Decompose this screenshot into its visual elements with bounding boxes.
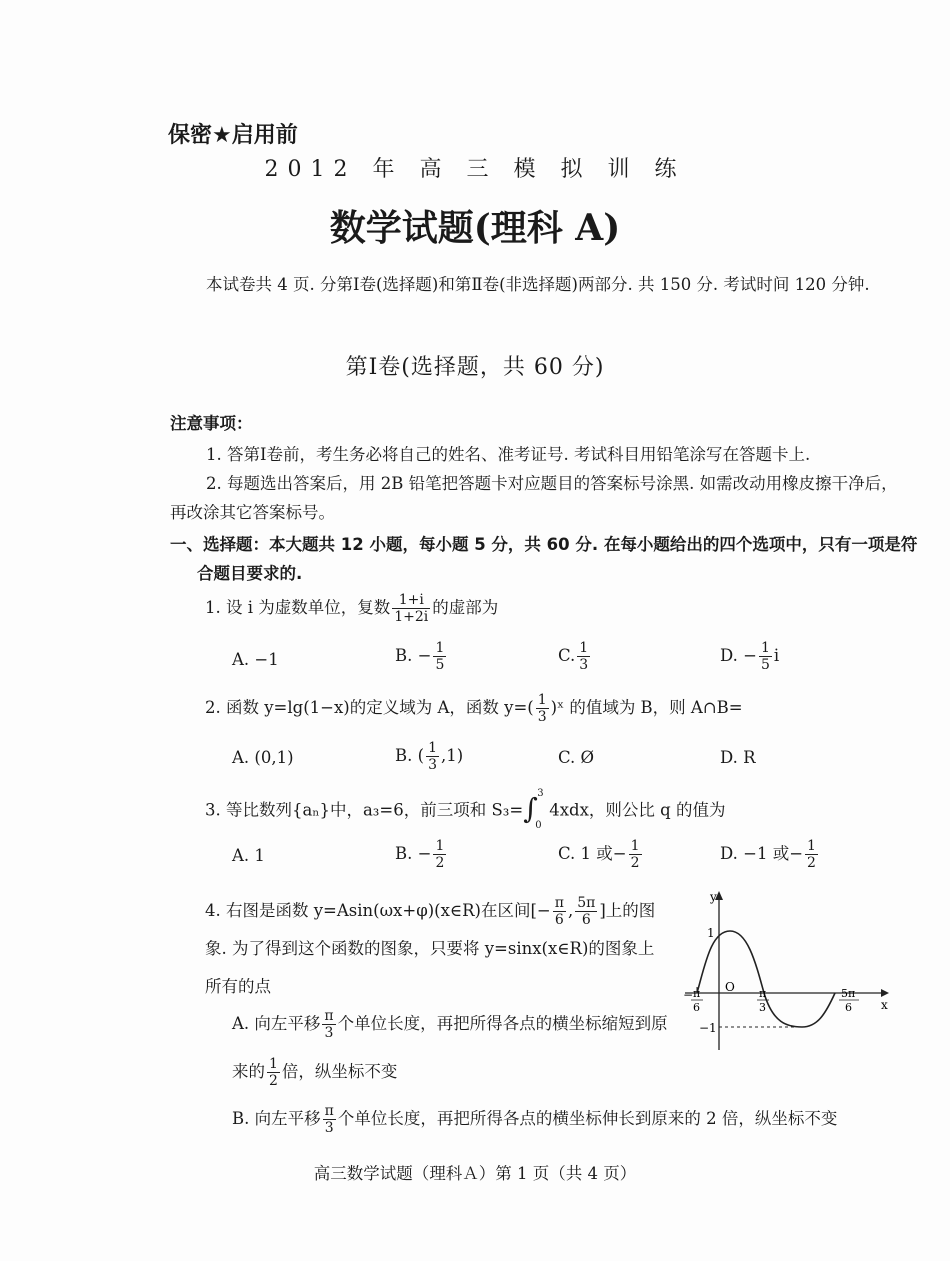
q2-frac-den: 3: [537, 709, 547, 725]
integral-glyph: ∫: [523, 792, 538, 825]
question-2-stem: [205, 692, 743, 725]
q1-c-frac: [577, 640, 590, 673]
q1-b-frac: [433, 640, 446, 673]
q2-option-d: D. R: [720, 748, 756, 767]
neg-sign: −: [683, 988, 694, 1002]
exam-title: 数学试题(理科 A): [329, 207, 621, 249]
q4-a-post: 倍，纵坐标不变: [281, 1062, 398, 1081]
q3-d-den: 2: [807, 855, 816, 871]
q4-b-num: π: [324, 1103, 334, 1119]
q2-b-post: ,1): [440, 746, 464, 765]
q1-stem-post: 的虚部为: [432, 598, 499, 617]
question-1-stem: [205, 592, 498, 625]
q3-stem-post: 4xdx，则公比 q 的值为: [549, 800, 726, 820]
x-neg-num: π: [693, 987, 701, 1000]
q4-b-post: 个单位长度，再把所得各点的横坐标伸长到原来的 2 倍，纵坐标不变: [337, 1109, 838, 1128]
q2-b-frac: [426, 740, 439, 773]
q2-option-b: [395, 740, 463, 773]
q4-frac-1: [553, 895, 566, 928]
q4-f2-den: 6: [581, 912, 591, 928]
q1-option-d: [720, 640, 779, 673]
q1-d-pre: D. −: [720, 646, 757, 665]
q4-frac-2: [575, 895, 597, 928]
q3-option-a: A. 1: [232, 846, 265, 865]
intro-paragraph: 本试卷共 4 页. 分第Ⅰ卷(选择题)和第Ⅱ卷(非选择题)两部分. 共 150 分. 考试时间 120 分钟.: [206, 275, 870, 294]
q2-option-c: C. Ø: [558, 748, 595, 767]
q4-a-num: π: [324, 1008, 334, 1024]
q1-c-num: 1: [579, 640, 589, 656]
confidential-label: 保密★启用前: [168, 123, 298, 148]
q2-fraction: [536, 692, 549, 725]
q2-stem-pre: 2. 函数 y=lg(1−x)的定义域为 A，函数 y=(: [205, 698, 534, 717]
origin-label: O: [725, 980, 735, 994]
y-min-label: −1: [699, 1021, 717, 1035]
x-mid-num: π: [759, 987, 767, 1000]
q3-b-num: 1: [435, 838, 445, 854]
q4-b-den: 3: [324, 1120, 334, 1136]
q1-frac-den: 1+2i: [394, 609, 429, 625]
q1-d-frac: [759, 640, 772, 673]
x-end-den: 6: [845, 1001, 852, 1014]
q4-a-frac: [322, 1008, 335, 1041]
page-footer: 高三数学试题（理科Ａ）第 1 页（共 4 页）: [313, 1164, 637, 1183]
section-title: 第Ⅰ卷(选择题，共 60 分): [345, 355, 605, 380]
q2-frac-num: 1: [537, 692, 547, 708]
q3-c-frac: [629, 838, 642, 871]
q4-f2-num: 5π: [577, 895, 596, 911]
notes-heading: 注意事项：: [170, 414, 253, 433]
y-max-label: 1: [707, 926, 715, 940]
q1-frac-num: 1+i: [392, 592, 430, 609]
integral-sign: [523, 788, 549, 831]
integral-upper: 3: [537, 788, 544, 799]
note-item-1: 1. 答第Ⅰ卷前，考生务必将自己的姓名、准考证号. 考试科目用铅笔涂写在答题卡上.: [206, 445, 811, 464]
q3-option-c: [558, 838, 644, 871]
sine-graph-figure: [675, 885, 900, 1055]
q3-c-den: 2: [630, 855, 640, 871]
x-axis-label: x: [881, 998, 888, 1012]
question-4-stem: [205, 892, 670, 1006]
q1-d-den: 5: [760, 657, 770, 673]
exam-subtitle: 2012 年 高 三 模 拟 训 练: [264, 157, 686, 182]
q3-c-num: 1: [630, 838, 640, 854]
q4-option-b: [232, 1103, 837, 1136]
q4-f1-den: 6: [554, 912, 564, 928]
q4-stem-post: ]上的图象. 为了得到这个函数的图象，只要将 y=sinx(x∈R)的图象上所有的点: [205, 901, 656, 996]
q4-a-den: 3: [324, 1025, 334, 1041]
q1-fraction: [392, 592, 430, 625]
q4-a-num2: 1: [269, 1056, 278, 1072]
x-axis-arrow: [881, 989, 889, 997]
q4-stem-pre: 4. 右图是函数 y=Asin(ωx+φ)(x∈R)在区间[−: [205, 901, 551, 920]
integral-lower: 0: [535, 820, 542, 831]
q1-option-a: A. −1: [232, 650, 279, 669]
q1-d-post: i: [773, 646, 780, 665]
y-axis-label: y: [710, 890, 717, 904]
q3-stem-pre: 3. 等比数列{aₙ}中，a₃=6，前三项和 S₃=: [205, 800, 524, 820]
q1-d-num: 1: [760, 640, 770, 656]
q2-b-den: 3: [428, 757, 437, 773]
q2-option-a: A. (0,1): [232, 748, 294, 767]
q2-stem-post: )ˣ 的值域为 B，则 A∩B=: [550, 698, 743, 717]
q3-d-num: 1: [807, 838, 816, 854]
q4-stem-mid: ,: [567, 901, 574, 920]
q4-f1-num: π: [554, 895, 564, 911]
q1-b-den: 5: [435, 657, 445, 673]
q3-option-d: [720, 838, 820, 871]
q1-b-pre: B. −: [395, 646, 432, 665]
q2-b-num: 1: [428, 740, 437, 756]
q4-a-pre: A. 向左平移: [232, 1014, 321, 1033]
q4-b-pre: B. 向左平移: [232, 1109, 321, 1128]
q4-a-den2: 2: [269, 1073, 278, 1089]
x-mid-den: 3: [759, 1001, 766, 1014]
q3-b-den: 2: [435, 855, 445, 871]
q1-c-pre: C.: [558, 646, 576, 665]
x-end-num: 5π: [841, 987, 856, 1000]
q1-option-c: [558, 640, 592, 673]
q4-option-a: [232, 1000, 672, 1096]
q3-b-frac: [433, 838, 446, 871]
part-heading: 一、选择题：本大题共 12 小题，每小题 5 分，共 60 分. 在每小题给出的四个选项中，只有一项是符合题目要求的.: [170, 535, 918, 583]
q3-c-pre: C. 1 或−: [558, 844, 627, 863]
note-item-2: 2. 每题选出答案后，用 2B 铅笔把答题卡对应题目的答案标号涂黑. 如需改动用橡皮擦干净后，再改涂其它答案标号。: [170, 474, 898, 522]
q3-d-frac: [805, 838, 818, 871]
q3-d-pre: D. −1 或−: [720, 844, 804, 863]
q4-b-frac: [323, 1103, 336, 1136]
x-neg-den: 6: [693, 1001, 700, 1014]
sine-curve: [697, 931, 835, 1027]
q3-b-pre: B. −: [395, 844, 432, 863]
q2-b-pre: B. (: [395, 746, 425, 765]
q1-b-num: 1: [435, 640, 445, 656]
q1-c-den: 3: [579, 657, 589, 673]
q1-option-b: [395, 640, 448, 673]
q4-a-frac-2: [267, 1056, 280, 1089]
question-3-stem: [205, 788, 726, 831]
q4-a-mid: 个单位长度，再把所得各点的横坐标缩短到原来的: [232, 1014, 668, 1081]
q3-option-b: [395, 838, 448, 871]
q1-stem-pre: 1. 设 i 为虚数单位，复数: [205, 598, 391, 617]
